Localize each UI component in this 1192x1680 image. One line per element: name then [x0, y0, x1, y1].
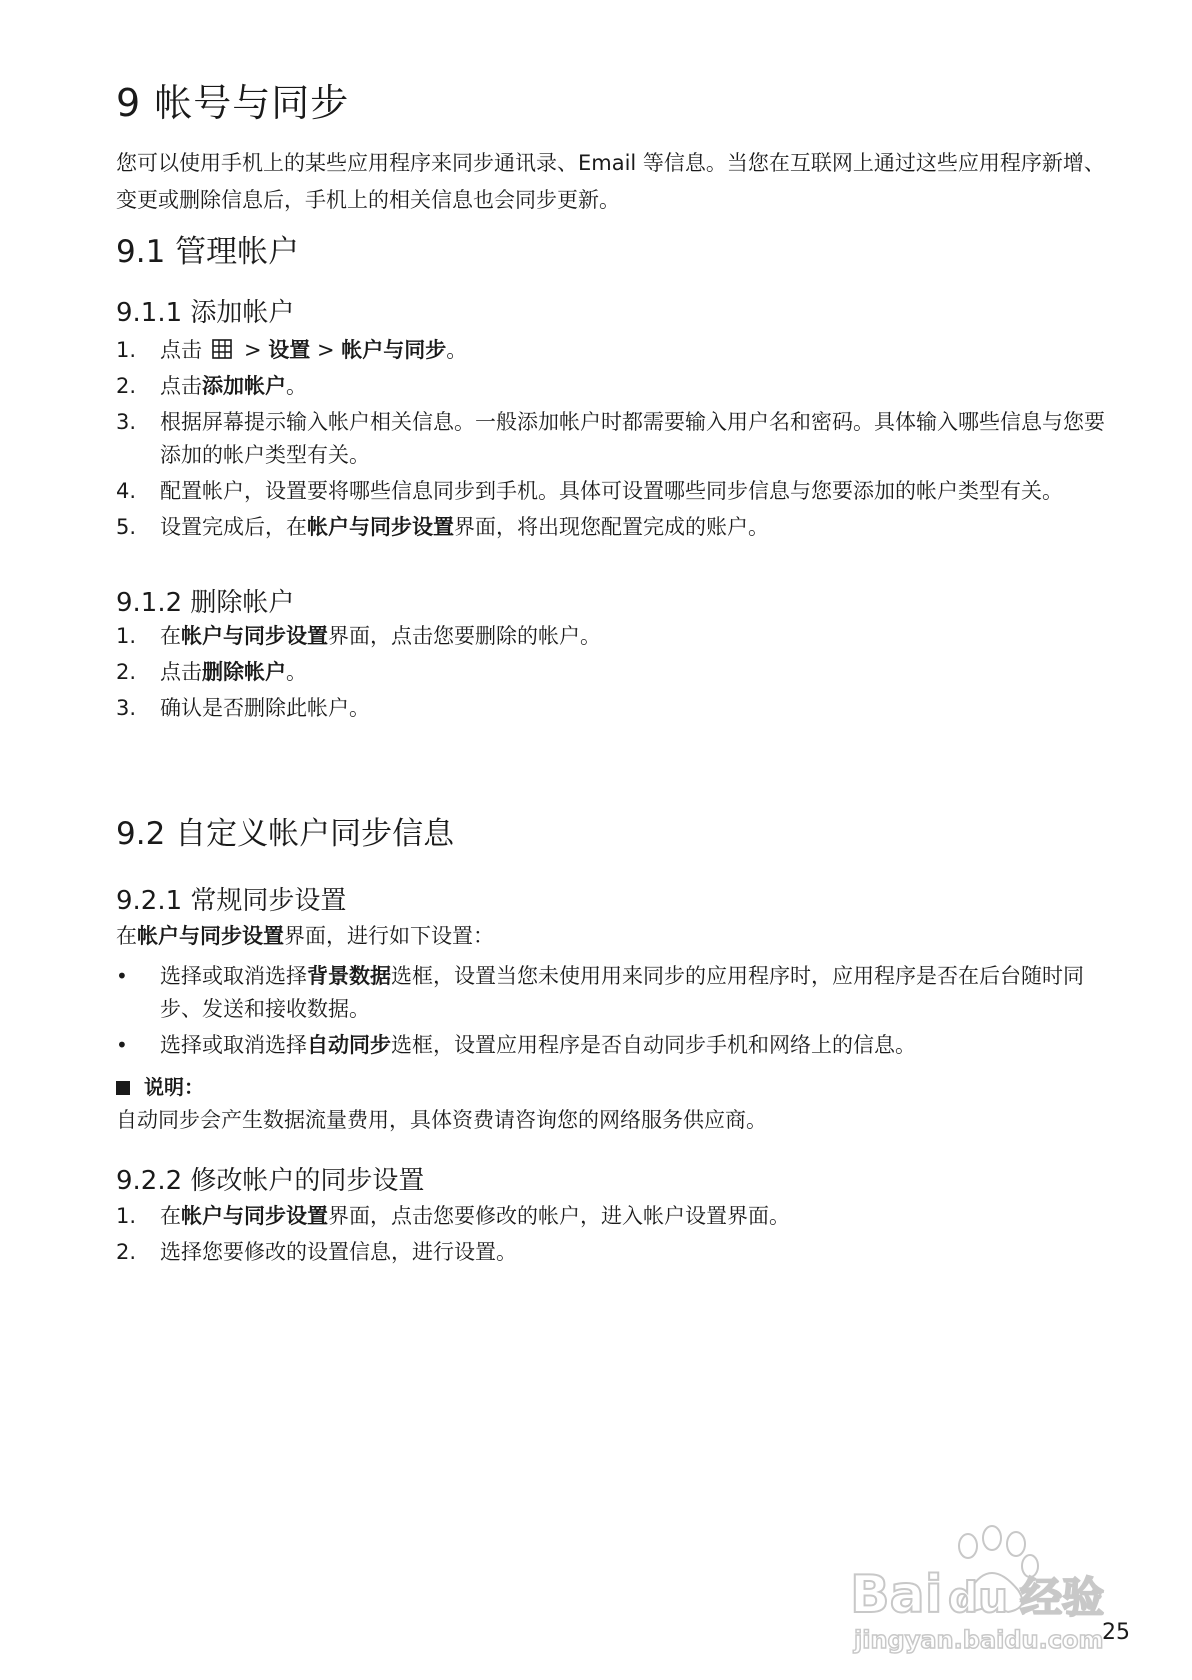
- list-item: 1. 在帐户与同步设置界面，点击您要删除的帐户。: [116, 624, 601, 648]
- delete-account-steps: [116, 620, 1106, 728]
- baidu-jingyan-watermark: [840, 1520, 1140, 1665]
- grid-menu-icon: [212, 339, 232, 359]
- add-account-steps: [116, 334, 1106, 547]
- modify-sync-steps: [116, 1200, 1106, 1272]
- svg-text:du: du: [948, 1573, 1008, 1622]
- list-item: 2. 点击删除帐户。: [116, 660, 307, 684]
- section-9-2-title: 9.2 自定义帐户同步信息: [116, 816, 455, 852]
- chapter-intro: 您可以使用手机上的某些应用程序来同步通讯录、Email 等信息。当您在互联网上通过这些应用程序新增、变更或删除信息后，手机上的相关信息也会同步更新。: [116, 151, 1105, 212]
- section-9-2-2-title: 9.2.2 修改帐户的同步设置: [116, 1166, 425, 1196]
- svg-text:jingyan.baidu.com: jingyan.baidu.com: [854, 1626, 1104, 1654]
- note-heading: 说明：: [116, 1071, 204, 1100]
- section-9-1-2-title: 9.1.2 删除帐户: [116, 588, 295, 618]
- svg-text:Bai: Bai: [850, 1565, 943, 1625]
- list-item: 1. 点击 > 设置 > 帐户与同步。: [116, 338, 468, 362]
- list-item: 2. 选择您要修改的设置信息，进行设置。: [116, 1240, 517, 1264]
- list-item: 4. 配置帐户，设置要将哪些信息同步到手机。具体可设置哪些同步信息与您要添加的帐户类型有关。: [116, 479, 1063, 503]
- section-9-1-title: 9.1 管理帐户: [116, 234, 300, 270]
- list-item: 2. 点击添加帐户。: [116, 374, 307, 398]
- section-9-1-1-title: 9.1.1 添加帐户: [116, 298, 295, 328]
- list-item: 3. 确认是否删除此帐户。: [116, 696, 370, 720]
- chapter-title: 9 帐号与同步: [116, 81, 350, 125]
- page-number: 25: [1102, 1620, 1130, 1645]
- general-sync-options: [116, 960, 1106, 1065]
- svg-text:经验: 经验: [1020, 1573, 1105, 1622]
- general-sync-lead: 在帐户与同步设置界面，进行如下设置：: [116, 924, 494, 948]
- list-item: • 选择或取消选择自动同步选框，设置应用程序是否自动同步手机和网络上的信息。: [116, 1033, 916, 1057]
- list-item: 3. 根据屏幕提示输入帐户相关信息。一般添加帐户时都需要输入用户名和密码。具体输入哪些信息与您要添加的帐户类型有关。: [116, 410, 1105, 467]
- note-square-icon: [116, 1081, 130, 1095]
- list-item: 1. 在帐户与同步设置界面，点击您要修改的帐户，进入帐户设置界面。: [116, 1204, 790, 1228]
- section-9-2-1-title: 9.2.1 常规同步设置: [116, 886, 347, 916]
- list-item: • 选择或取消选择背景数据选框，设置当您未使用用来同步的应用程序时，应用程序是否在后台随时同步、发送和接收数据。: [116, 964, 1084, 1021]
- list-item: 5. 设置完成后，在帐户与同步设置界面，将出现您配置完成的账户。: [116, 515, 769, 539]
- note-text: 自动同步会产生数据流量费用，具体资费请咨询您的网络服务供应商。: [116, 1108, 767, 1132]
